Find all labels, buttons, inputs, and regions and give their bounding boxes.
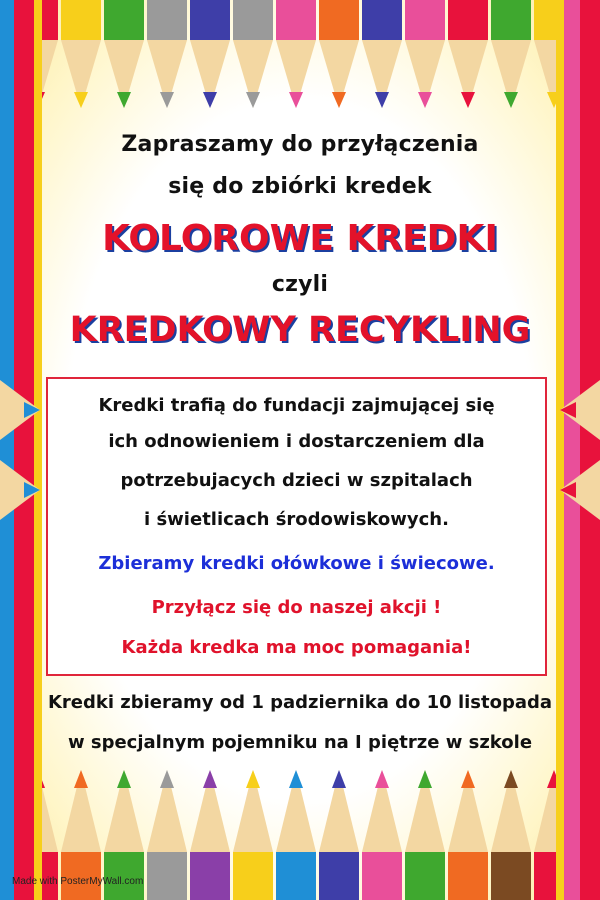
top-pencil-body [448, 0, 488, 40]
bottom-pencil-body [276, 852, 316, 900]
top-pencil-tip [461, 92, 475, 108]
footer-line-2: w specjalnym pojemniku na I piętrze w szkole [67, 732, 533, 753]
top-pencil-tip [117, 92, 131, 108]
top-pencil-tip [332, 92, 346, 108]
postermywall-credit: Made with PosterMyWall.com [12, 876, 144, 887]
bottom-pencil-tip [203, 770, 217, 788]
bottom-pencil-body [233, 852, 273, 900]
intro-line-2: się do zbiórki kredek [168, 174, 432, 199]
top-pencil-tip [203, 92, 217, 108]
bottom-pencil-tip [74, 770, 88, 788]
top-pencil-tip [418, 92, 432, 108]
bottom-pencil-body [147, 852, 187, 900]
bottom-pencil-body [491, 852, 531, 900]
info-line-4: i świetlicach środowiskowych. [144, 509, 449, 530]
info-blue-line: Zbieramy kredki ołówkowe i świecowe. [98, 553, 495, 574]
top-pencil-body [405, 0, 445, 40]
title-kolorowe-kredki: KOLOROWE KREDKI [102, 218, 498, 259]
info-line-2: ich odnowieniem i dostarczeniem dla [108, 431, 485, 452]
title-kredkowy-recykling: KREDKOWY RECYKLING [69, 310, 531, 350]
bottom-pencil-tip [375, 770, 389, 788]
bottom-pencil-tip [504, 770, 518, 788]
bottom-pencil-tip [289, 770, 303, 788]
top-pencil-tip [289, 92, 303, 108]
bottom-pencil-tip [246, 770, 260, 788]
bottom-pencil-tip [332, 770, 346, 788]
top-pencil-body [491, 0, 531, 40]
bottom-pencil-tip [117, 770, 131, 788]
top-pencil-tip [74, 92, 88, 108]
top-pencil-tip [504, 92, 518, 108]
bottom-pencil-body [190, 852, 230, 900]
bottom-pencil-body [319, 852, 359, 900]
info-red-line-2: Każda kredka ma moc pomagania! [121, 637, 472, 658]
top-pencil-body [147, 0, 187, 40]
bottom-pencil-tip [418, 770, 432, 788]
top-pencil-body [362, 0, 402, 40]
info-line-1: Kredki trafią do fundacji zajmującej się [98, 395, 495, 416]
top-pencil-body [104, 0, 144, 40]
info-line-3: potrzebujacych dzieci w szpitalach [120, 470, 473, 491]
top-pencil-tip [375, 92, 389, 108]
info-red-line-1: Przyłącz się do naszej akcji ! [151, 597, 442, 618]
top-pencil-body [276, 0, 316, 40]
top-pencil-tip [160, 92, 174, 108]
connector-czyli: czyli [271, 272, 329, 297]
bottom-pencil-body [448, 852, 488, 900]
bottom-pencil-tip [461, 770, 475, 788]
top-pencil-body [233, 0, 273, 40]
bottom-pencil-tip [160, 770, 174, 788]
top-pencil-body [61, 0, 101, 40]
top-pencil-body [190, 0, 230, 40]
top-pencil-tip [246, 92, 260, 108]
footer-line-1: Kredki zbieramy od 1 padziernika do 10 listopada [47, 692, 553, 713]
bottom-pencil-body [405, 852, 445, 900]
intro-line-1: Zapraszamy do przyłączenia [121, 132, 479, 157]
top-pencil-body [319, 0, 359, 40]
bottom-pencil-body [362, 852, 402, 900]
